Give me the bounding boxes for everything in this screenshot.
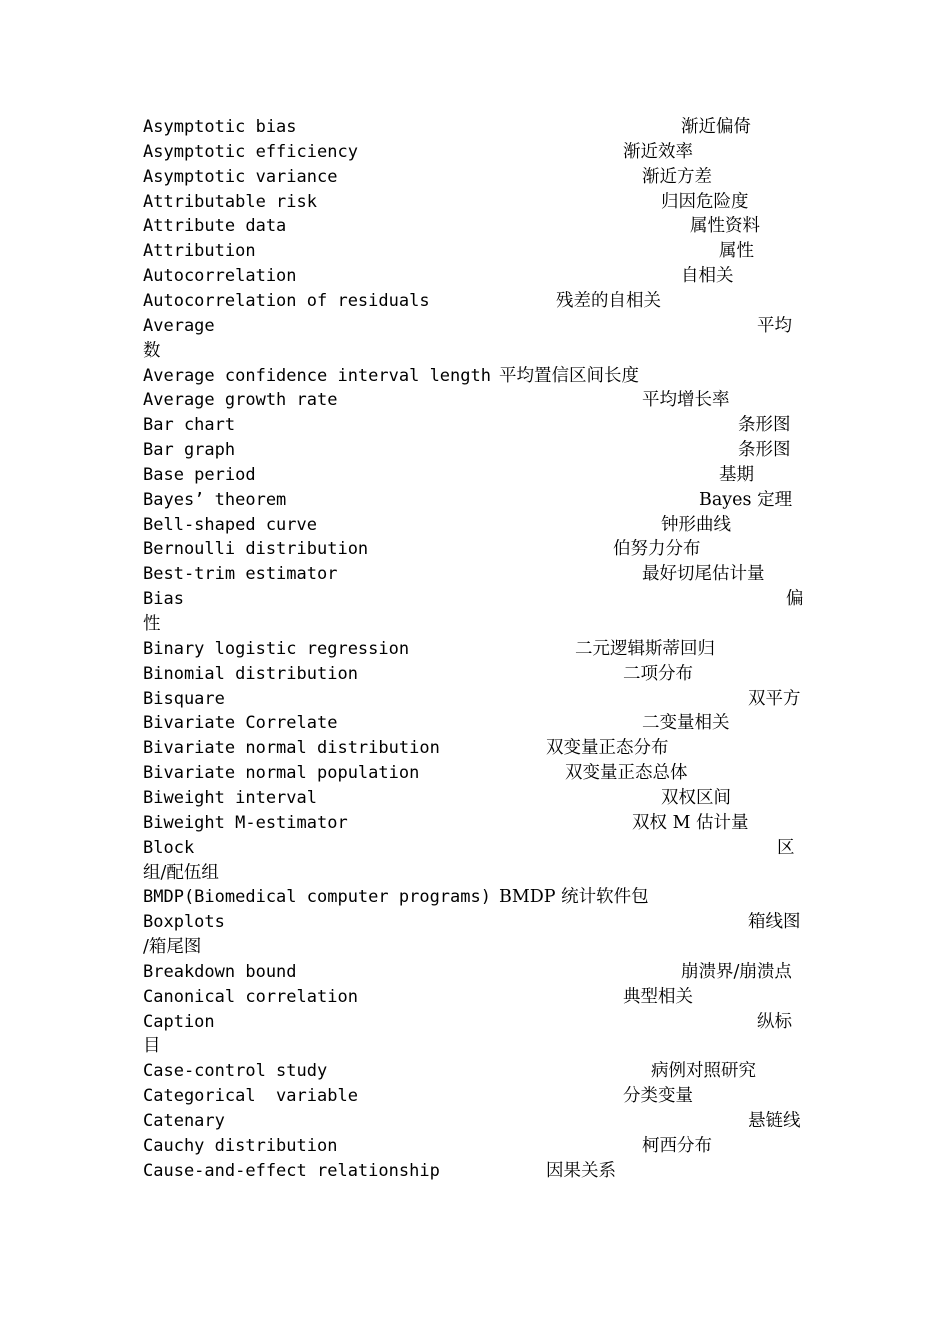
english-term: Boxplots [143, 912, 225, 933]
english-term: Autocorrelation of residuals [143, 290, 430, 311]
english-term: BMDP(Biomedical computer programs) [143, 887, 491, 908]
chinese-term: 伯努力分布 [613, 539, 701, 560]
chinese-term: 因果关系 [546, 1160, 616, 1181]
english-term: Attribute data [143, 216, 287, 237]
chinese-term: 钟形曲线 [661, 514, 731, 535]
english-term: Bisquare [143, 688, 225, 709]
english-term: Bar graph [143, 440, 236, 461]
chinese-term: 平均增长率 [642, 390, 730, 411]
glossary-line [143, 264, 734, 289]
glossary-line [143, 214, 760, 239]
glossary-line [143, 140, 693, 165]
glossary-line [143, 190, 749, 215]
glossary-line [143, 612, 161, 637]
chinese-term: 渐近偏倚 [681, 117, 751, 137]
english-term: Average growth rate [143, 390, 338, 411]
chinese-term-continuation: 组/配伍组 [143, 862, 219, 883]
glossary-line [143, 1084, 693, 1109]
chinese-term: 渐近效率 [623, 141, 693, 162]
english-term: Case-control study [143, 1061, 328, 1082]
chinese-term-continuation: 性 [143, 614, 161, 634]
glossary-line [143, 463, 754, 488]
english-term: Bayes’ theorem [143, 489, 287, 510]
glossary-line [143, 711, 730, 736]
english-term: Canonical correlation [143, 986, 358, 1007]
glossary-line [143, 239, 754, 264]
english-term: Binary logistic regression [143, 638, 410, 659]
chinese-term: 悬链线 [748, 1111, 801, 1131]
glossary-line [143, 637, 715, 662]
english-term: Attributable risk [143, 191, 317, 212]
chinese-term: 条形图 [738, 415, 791, 436]
chinese-term: 基期 [719, 464, 754, 485]
chinese-term: 典型相关 [623, 986, 693, 1007]
chinese-term: 二变量相关 [642, 713, 730, 734]
chinese-term: 双权区间 [661, 787, 731, 808]
english-term: Cause-and-effect relationship [143, 1160, 440, 1181]
chinese-term: Bayes 定理 [699, 489, 793, 510]
english-term: Bar chart [143, 415, 236, 436]
glossary-line [143, 388, 730, 413]
chinese-term: 双权 M 估计量 [632, 812, 749, 833]
chinese-term: 箱线图 [748, 912, 801, 933]
chinese-term: 崩溃界/崩溃点 [681, 961, 792, 982]
english-term: Asymptotic efficiency [143, 141, 358, 162]
english-term: Bell-shaped curve [143, 514, 317, 535]
chinese-term-continuation: 数 [143, 340, 161, 361]
chinese-term: 平均置信区间长度 [499, 365, 639, 386]
english-term: Asymptotic variance [143, 166, 338, 187]
english-term: Average confidence interval length [143, 365, 491, 386]
english-term: Attribution [143, 241, 256, 262]
glossary-line [143, 761, 688, 786]
glossary-line [143, 289, 661, 314]
glossary-line [143, 339, 161, 364]
english-term: Bernoulli distribution [143, 539, 369, 560]
english-term: Binomial distribution [143, 663, 358, 684]
glossary-line [143, 687, 801, 712]
glossary-line [143, 960, 792, 985]
glossary-line [143, 413, 791, 438]
glossary-line [143, 488, 793, 513]
glossary-line [143, 861, 219, 886]
chinese-term: 偏 [786, 589, 804, 610]
chinese-term: 渐近方差 [642, 166, 712, 187]
glossary-line [143, 1134, 712, 1159]
chinese-term: 病例对照研究 [651, 1061, 756, 1082]
chinese-term: 最好切尾估计量 [642, 564, 765, 585]
chinese-term: 属性 [719, 241, 754, 262]
glossary-line [143, 811, 749, 836]
glossary-line [143, 364, 639, 389]
english-term: Autocorrelation [143, 266, 297, 287]
glossary-line [143, 314, 792, 339]
chinese-term: 双变量正态分布 [546, 738, 669, 759]
chinese-term: 条形图 [738, 440, 791, 461]
english-term: Average [143, 315, 215, 336]
chinese-term: 二元逻辑斯蒂回归 [575, 638, 715, 659]
glossary-line [143, 910, 801, 935]
chinese-term-continuation: 目 [143, 1036, 161, 1057]
chinese-term: 分类变量 [623, 1086, 693, 1107]
glossary-line [143, 562, 765, 587]
glossary-line [143, 115, 751, 140]
english-term: Block [143, 837, 195, 858]
chinese-term: 双变量正态总体 [565, 763, 688, 784]
glossary-line [143, 513, 731, 538]
chinese-term-continuation: /箱尾图 [143, 937, 202, 958]
english-term: Catenary [143, 1111, 225, 1131]
glossary-line [143, 1034, 161, 1059]
chinese-term: 纵标 [757, 1011, 792, 1032]
english-term: Bivariate normal distribution [143, 738, 440, 759]
chinese-term: 属性资料 [690, 216, 760, 237]
glossary-line [143, 885, 649, 910]
chinese-term: 平均 [757, 315, 792, 336]
english-term: Biweight interval [143, 787, 317, 808]
english-term: Cauchy distribution [143, 1135, 338, 1156]
chinese-term: 柯西分布 [642, 1135, 712, 1156]
glossary-line [143, 1010, 792, 1035]
glossary-line [143, 537, 701, 562]
glossary-line [143, 662, 693, 687]
glossary-line [143, 1059, 756, 1084]
glossary-line [143, 935, 201, 960]
glossary-line [143, 786, 731, 811]
chinese-term: 残差的自相关 [556, 290, 661, 311]
english-term: Base period [143, 464, 256, 485]
chinese-term: 二项分布 [623, 663, 693, 684]
english-term: Breakdown bound [143, 961, 297, 982]
chinese-term: 归因危险度 [661, 191, 749, 212]
chinese-term: 自相关 [681, 266, 734, 287]
english-term: Bias [143, 589, 184, 610]
english-term: Categorical variable [143, 1086, 358, 1107]
chinese-term: 区 [777, 837, 795, 858]
glossary-line [143, 1109, 801, 1134]
glossary-line [143, 1159, 616, 1184]
english-term: Bivariate Correlate [143, 713, 338, 734]
glossary-line [143, 587, 804, 612]
chinese-term: 双平方 [748, 688, 801, 709]
glossary-line [143, 165, 712, 190]
english-term: Caption [143, 1011, 215, 1032]
glossary-line [143, 985, 693, 1010]
chinese-term: BMDP 统计软件包 [499, 887, 649, 908]
glossary-line [143, 438, 791, 463]
english-term: Asymptotic bias [143, 117, 297, 137]
glossary-line [143, 736, 669, 761]
english-term: Bivariate normal population [143, 763, 420, 784]
english-term: Best-trim estimator [143, 564, 338, 585]
english-term: Biweight M-estimator [143, 812, 348, 833]
glossary-line [143, 836, 795, 861]
